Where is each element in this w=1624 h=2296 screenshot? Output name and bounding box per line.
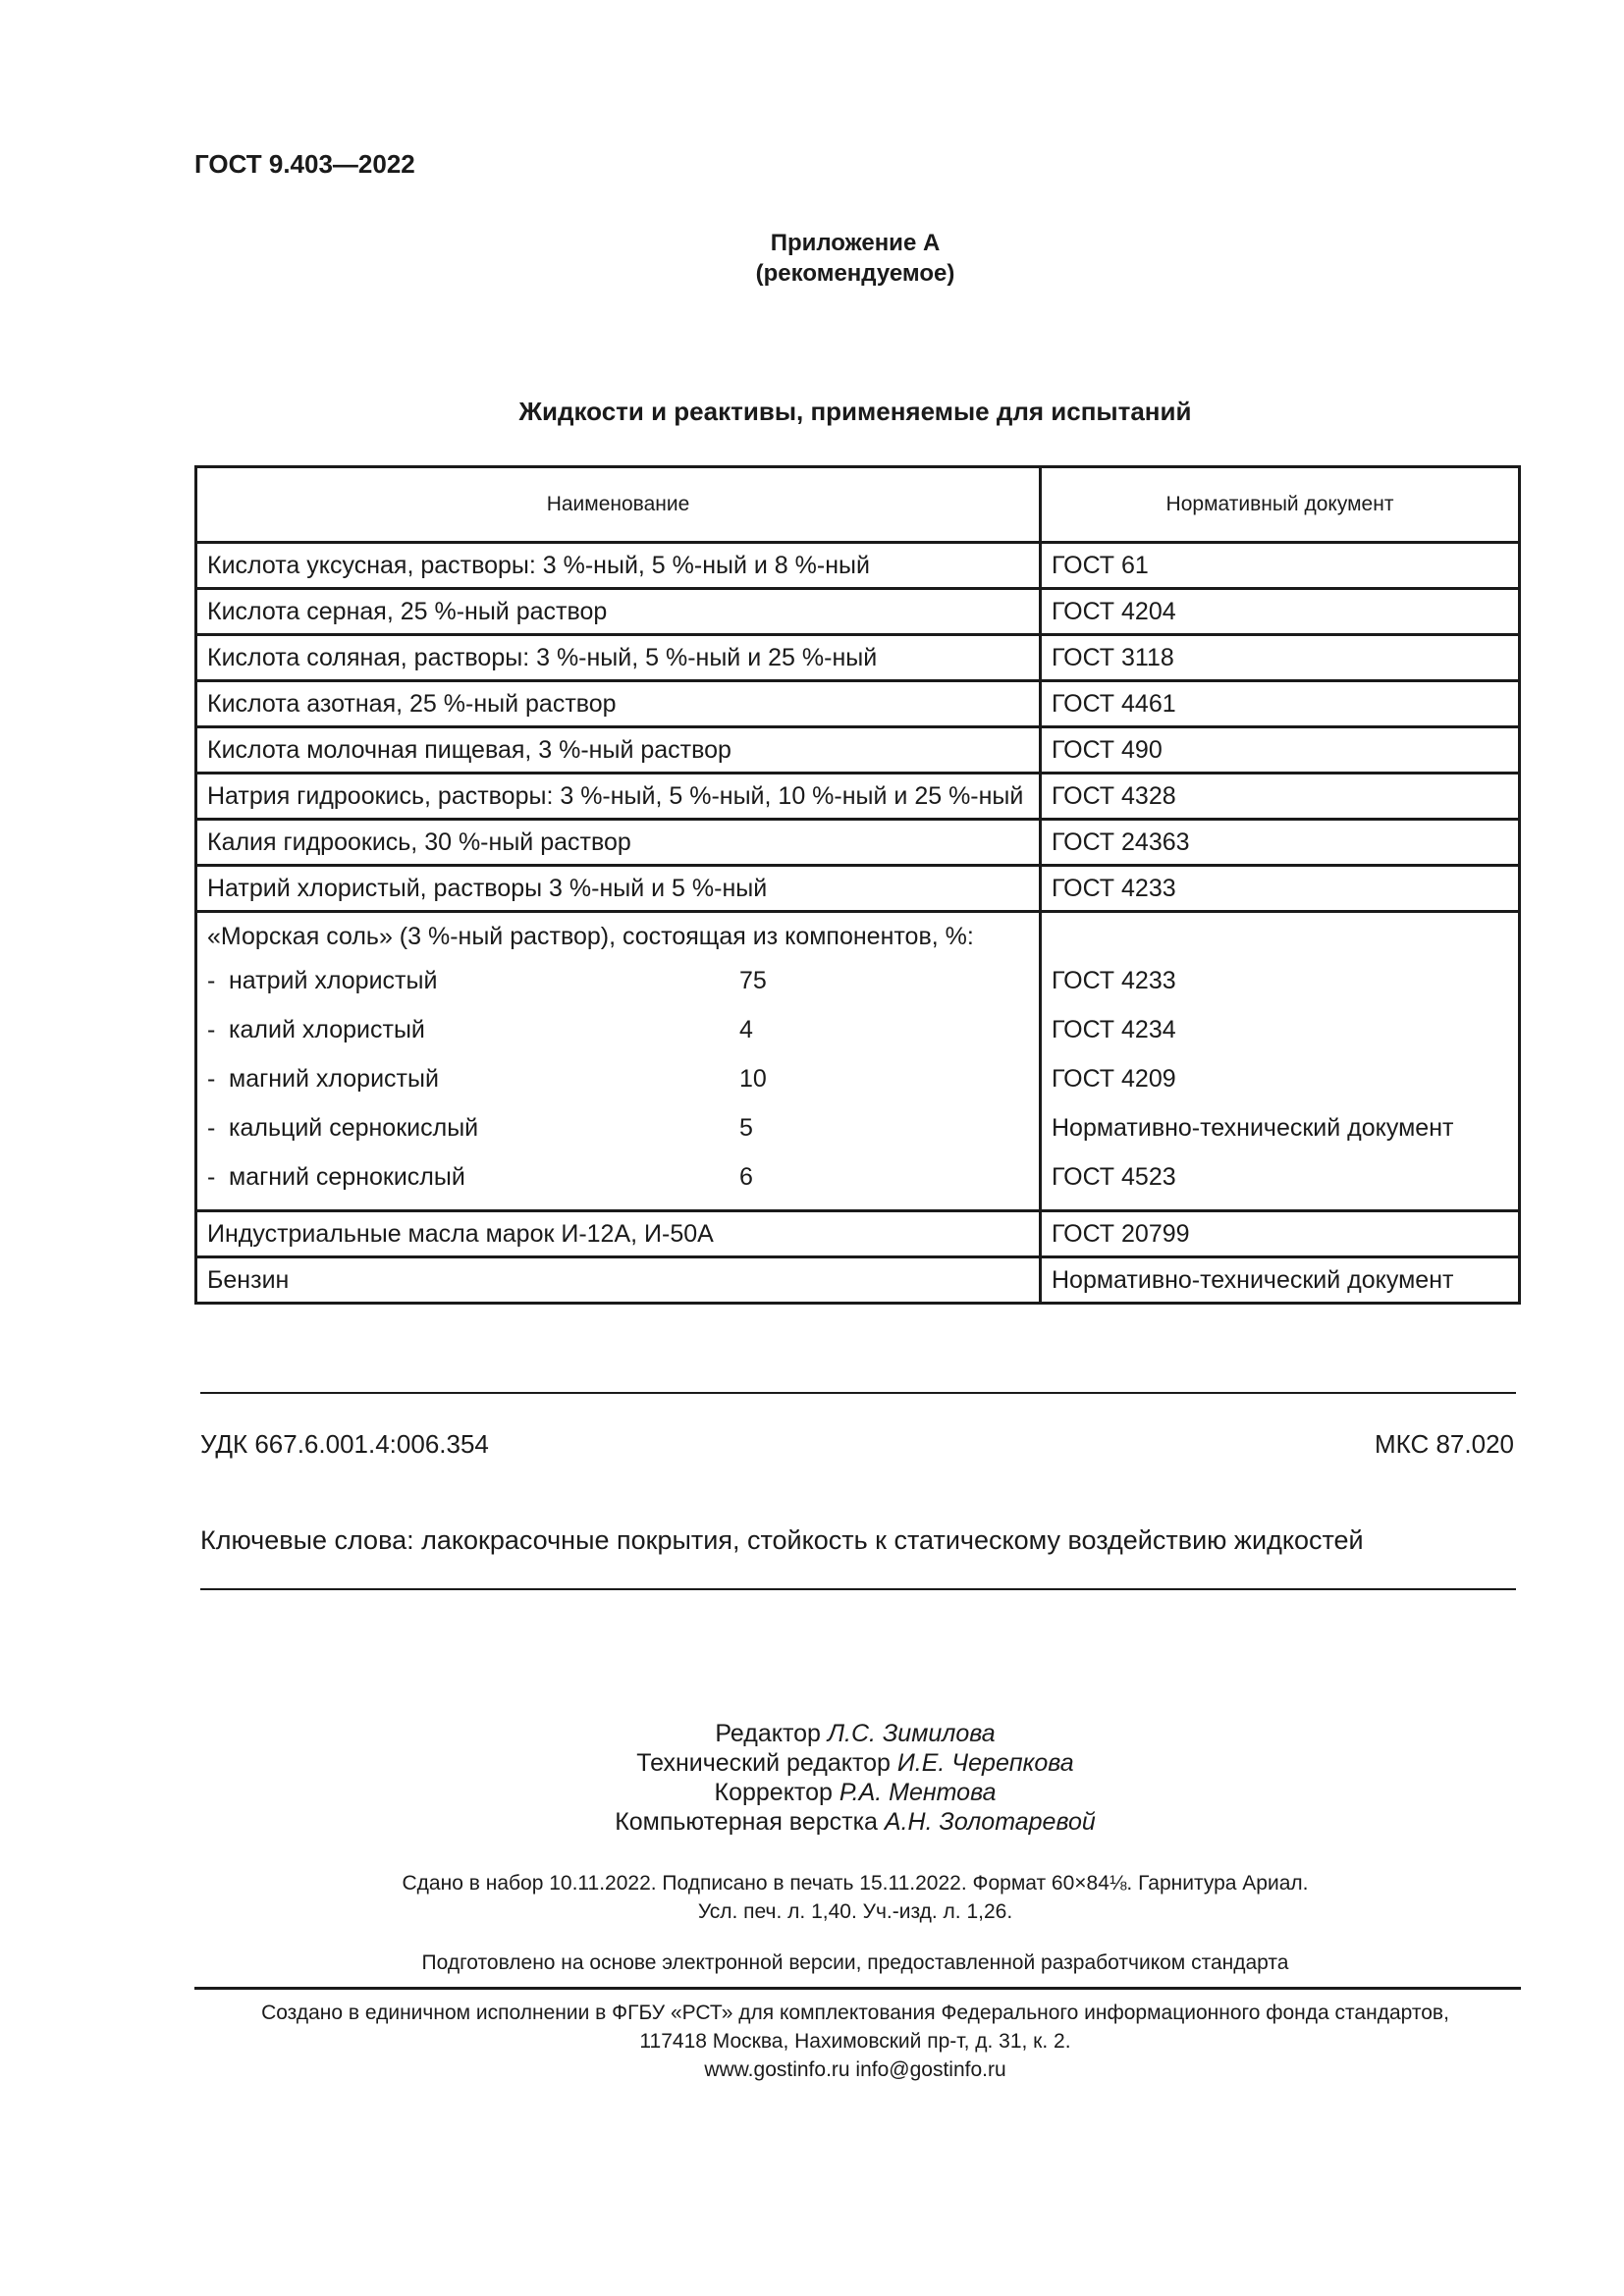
table-row	[196, 727, 1520, 774]
reagent-doc: ГОСТ 3118	[1041, 635, 1520, 681]
component-name: магний сернокислый	[229, 1162, 465, 1191]
credit-corrector	[0, 1779, 1624, 1807]
component-percent: 75	[739, 966, 767, 994]
column-header-name: Наименование	[196, 467, 1041, 543]
sea-salt-intro: «Морская соль» (3 %-ный раствор), состоящая из компонентов, %:	[207, 923, 974, 950]
reagent-doc: ГОСТ 4204	[1041, 589, 1520, 635]
table-row	[196, 543, 1520, 589]
component-name: магний хлористый	[229, 1064, 439, 1093]
reagent-name: Кислота азотная, 25 %-ный раствор	[196, 681, 1041, 727]
reagent-doc: ГОСТ 20799	[1041, 1211, 1520, 1257]
credit-label: Компьютерная верстка	[615, 1808, 878, 1836]
component-name: кальций сернокислый	[229, 1113, 479, 1142]
list-dash: -	[207, 1113, 216, 1142]
reagent-doc: ГОСТ 4461	[1041, 681, 1520, 727]
reagent-name: Кислота соляная, растворы: 3 %-ный, 5 %-ный и 25 %-ный	[196, 635, 1041, 681]
appendix-heading	[0, 228, 1624, 289]
sea-salt-docs	[1041, 912, 1520, 1211]
reagents-table	[194, 465, 1521, 1305]
mks-code: МКС 87.020	[1374, 1429, 1514, 1459]
reagent-doc: ГОСТ 490	[1041, 727, 1520, 774]
reagent-name: Кислота серная, 25 %-ный раствор	[196, 589, 1041, 635]
component-percent: 4	[739, 1015, 753, 1043]
document-code: ГОСТ 9.403—2022	[194, 149, 415, 179]
credit-label: Технический редактор	[636, 1749, 891, 1777]
component-item	[207, 956, 1029, 1005]
credit-layout	[0, 1808, 1624, 1837]
credit-person: Л.С. Зимилова	[827, 1720, 996, 1747]
imprint-line: Сдано в набор 10.11.2022. Подписано в печать 15.11.2022. Формат 60×84⅛. Гарнитура Ариал.	[402, 1872, 1309, 1895]
credit-label: Редактор	[715, 1720, 821, 1747]
reagent-name: Кислота молочная пищевая, 3 %-ный раствор	[196, 727, 1041, 774]
component-doc: ГОСТ 4233	[1052, 966, 1176, 994]
credit-person: А.Н. Золотаревой	[884, 1808, 1096, 1836]
divider-line	[194, 1987, 1521, 1990]
component-item	[207, 1152, 1029, 1201]
table-row	[196, 1211, 1520, 1257]
credit-person: Р.А. Ментова	[839, 1779, 997, 1806]
reagent-doc: ГОСТ 4233	[1041, 866, 1520, 912]
appendix-status: (рекомендуемое)	[755, 260, 955, 287]
component-percent: 10	[739, 1064, 767, 1093]
divider-line	[200, 1392, 1516, 1394]
divider-line	[200, 1588, 1516, 1590]
reagent-name: Бензин	[196, 1257, 1041, 1304]
table-row	[196, 681, 1520, 727]
component-item	[207, 1005, 1029, 1054]
table-header-row	[196, 467, 1520, 543]
component-doc: Нормативно-технический документ	[1052, 1113, 1454, 1142]
keywords: Ключевые слова: лакокрасочные покрытия, стойкость к статическому воздействию жидкостей	[200, 1525, 1364, 1555]
component-percent: 5	[739, 1113, 753, 1142]
table-row	[196, 635, 1520, 681]
component-name: калий хлористый	[229, 1015, 425, 1043]
reagent-name: Калия гидроокись, 30 %-ный раствор	[196, 820, 1041, 866]
list-dash: -	[207, 1015, 216, 1043]
table-row	[196, 774, 1520, 820]
component-doc: ГОСТ 4523	[1052, 1162, 1176, 1191]
prepared-note: Подготовлено на основе электронной версии, предоставленной разработчиком стандарта	[421, 1951, 1289, 1974]
list-dash: -	[207, 1162, 216, 1191]
created-address: 117418 Москва, Нахимовский пр-т, д. 31, к. 2.	[639, 2030, 1071, 2053]
list-dash: -	[207, 1064, 216, 1093]
reagent-doc: Нормативно-технический документ	[1041, 1257, 1520, 1304]
column-header-doc: Нормативный документ	[1041, 467, 1520, 543]
reagent-name: Кислота уксусная, растворы: 3 %-ный, 5 %-ный и 8 %-ный	[196, 543, 1041, 589]
reagent-doc: ГОСТ 24363	[1041, 820, 1520, 866]
created-note: Создано в единичном исполнении в ФГБУ «РСТ» для комплектования Федерального информационного фонда стандартов,	[261, 2002, 1449, 2024]
table-row	[196, 589, 1520, 635]
credit-label: Корректор	[714, 1779, 833, 1806]
credit-tech-editor	[0, 1749, 1624, 1778]
reagent-doc: ГОСТ 4328	[1041, 774, 1520, 820]
reagent-name: Индустриальные масла марок И-12А, И-50А	[196, 1211, 1041, 1257]
table-row	[196, 1257, 1520, 1304]
component-item	[207, 1054, 1029, 1103]
created-contacts: www.gostinfo.ru info@gostinfo.ru	[704, 2058, 1006, 2081]
component-percent: 6	[739, 1162, 753, 1191]
component-item	[207, 1103, 1029, 1152]
component-doc: ГОСТ 4209	[1052, 1064, 1176, 1093]
component-doc: ГОСТ 4234	[1052, 1015, 1176, 1043]
sea-salt-row	[196, 912, 1520, 1211]
credit-person: И.Е. Черепкова	[896, 1749, 1074, 1777]
list-dash: -	[207, 966, 216, 994]
table-title: Жидкости и реактивы, применяемые для испытаний	[518, 397, 1192, 426]
udk-code: УДК 667.6.001.4:006.354	[200, 1429, 489, 1459]
imprint-line: Усл. печ. л. 1,40. Уч.-изд. л. 1,26.	[697, 1900, 1013, 1923]
appendix-title: Приложение А	[770, 230, 941, 256]
component-name: натрий хлористый	[229, 966, 438, 994]
reagent-name: Натрия гидроокись, растворы: 3 %-ный, 5 %-ный, 10 %-ный и 25 %-ный	[196, 774, 1041, 820]
table-row	[196, 820, 1520, 866]
table-row	[196, 866, 1520, 912]
credit-editor	[0, 1720, 1624, 1748]
reagent-name: Натрий хлористый, растворы 3 %-ный и 5 %-ный	[196, 866, 1041, 912]
sea-salt-composition	[196, 912, 1041, 1211]
reagent-doc: ГОСТ 61	[1041, 543, 1520, 589]
